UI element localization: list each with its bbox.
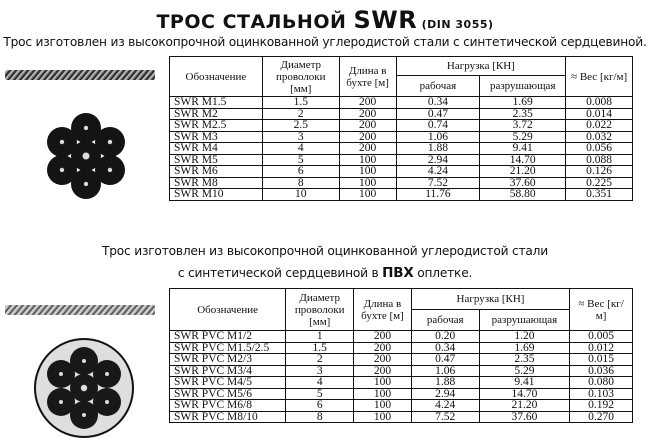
cell-designation: SWR M8: [170, 177, 263, 189]
cell-designation: SWR PVC M8/10: [170, 411, 286, 423]
cell-working: 7.52: [396, 177, 480, 189]
cell-working: 0.47: [396, 108, 480, 120]
cell-length: 100: [354, 411, 412, 423]
cell-weight: 0.005: [570, 331, 633, 343]
cell-working: 0.20: [411, 331, 479, 343]
cell-breaking: 1.69: [480, 97, 566, 109]
cell-diameter: 3: [262, 131, 339, 143]
table-row: [170, 354, 633, 366]
cell-working: 1.88: [411, 377, 479, 389]
title-prefix: ТРОС СТАЛЬНОЙ: [156, 11, 354, 33]
section2-description-line2: [0, 262, 650, 284]
cell-breaking: 2.35: [479, 354, 570, 366]
section1-description: Трос изготовлен из высокопрочной оцинкованной углеродистой стали с синтетической сердцевиной.: [3, 35, 647, 49]
cell-length: 200: [354, 342, 412, 354]
page-title: [0, 6, 650, 34]
header-diameter: Диаметр проволоки [мм]: [286, 289, 354, 331]
cell-length: 200: [339, 131, 396, 143]
cell-weight: 0.036: [570, 365, 633, 377]
table-row: [170, 331, 633, 343]
cell-designation: SWR PVC M3/4: [170, 365, 286, 377]
header-weight: ≈ Вес [кг/м]: [570, 289, 633, 331]
cell-breaking: 14.70: [480, 154, 566, 166]
cell-weight: 0.270: [570, 411, 633, 423]
cell-weight: 0.351: [566, 189, 633, 201]
cell-breaking: 2.35: [480, 108, 566, 120]
section2-description-line1: Трос изготовлен из высокопрочной оцинкованной углеродистой стали: [102, 244, 548, 258]
cell-length: 200: [339, 97, 396, 109]
cell-weight: 0.014: [566, 108, 633, 120]
table-row: [170, 342, 633, 354]
header-load: Нагрузка [КН]: [396, 57, 566, 76]
cell-weight: 0.008: [566, 97, 633, 109]
cell-working: 4.24: [411, 400, 479, 412]
header-working: рабочая: [411, 310, 479, 331]
header-load: Нагрузка [КН]: [411, 289, 569, 310]
table-row: [170, 131, 633, 143]
steel-rope-image: [5, 68, 155, 82]
cell-breaking: 5.29: [479, 365, 570, 377]
cell-weight: 0.032: [566, 131, 633, 143]
cell-length: 100: [339, 154, 396, 166]
cell-designation: SWR M5: [170, 154, 263, 166]
table-row: [170, 97, 633, 109]
header-weight: ≈ Вес [кг/м]: [566, 57, 633, 97]
cell-working: 1.06: [396, 131, 480, 143]
cell-length: 100: [339, 189, 396, 201]
table-row: [170, 388, 633, 400]
cell-breaking: 5.29: [480, 131, 566, 143]
cell-diameter: 6: [262, 166, 339, 178]
table-row: [170, 400, 633, 412]
cell-designation: SWR M6: [170, 166, 263, 178]
cell-weight: 0.225: [566, 177, 633, 189]
cell-designation: SWR PVC M5/6: [170, 388, 286, 400]
cell-working: 7.52: [411, 411, 479, 423]
header-breaking: разрушающая: [479, 310, 570, 331]
cell-weight: 0.012: [570, 342, 633, 354]
cell-length: 100: [354, 400, 412, 412]
header-length: Длина в бухте [м]: [354, 289, 412, 331]
cell-diameter: 4: [286, 377, 354, 389]
cell-length: 200: [339, 108, 396, 120]
cell-designation: SWR PVC M1.5/2.5: [170, 342, 286, 354]
title-brand: SWR: [353, 6, 418, 34]
section2-description: [0, 240, 650, 284]
table-row: [170, 154, 633, 166]
section2-line2-pre: с синтетической сердцевиной в: [177, 266, 383, 280]
section2-line2-bold: ПВХ: [382, 265, 414, 281]
cell-designation: SWR M10: [170, 189, 263, 201]
section2-line2-post: оплетке.: [413, 266, 473, 280]
cell-designation: SWR PVC M6/8: [170, 400, 286, 412]
cell-weight: 0.103: [570, 388, 633, 400]
table-row: [170, 177, 633, 189]
cell-length: 200: [354, 331, 412, 343]
cell-working: 0.34: [411, 342, 479, 354]
cell-diameter: 8: [262, 177, 339, 189]
cell-breaking: 21.20: [479, 400, 570, 412]
cell-diameter: 3: [286, 365, 354, 377]
cell-length: 200: [339, 120, 396, 132]
cell-working: 1.06: [411, 365, 479, 377]
cell-weight: 0.126: [566, 166, 633, 178]
cell-diameter: 2: [286, 354, 354, 366]
cell-breaking: 37.60: [479, 411, 570, 423]
header-diameter: Диаметр проволоки [мм]: [262, 57, 339, 97]
cell-length: 100: [354, 388, 412, 400]
cell-breaking: 14.70: [479, 388, 570, 400]
cell-breaking: 37.60: [480, 177, 566, 189]
cell-diameter: 5: [262, 154, 339, 166]
table-row: [170, 189, 633, 201]
cell-working: 2.94: [396, 154, 480, 166]
cell-breaking: 9.41: [480, 143, 566, 155]
cell-diameter: 6: [286, 400, 354, 412]
cell-weight: 0.056: [566, 143, 633, 155]
cell-designation: SWR PVC M4/5: [170, 377, 286, 389]
header-length: Длина в бухте [м]: [339, 57, 396, 97]
table-row: [170, 377, 633, 389]
cell-diameter: 2: [262, 108, 339, 120]
header-breaking: разрушающая: [480, 76, 566, 97]
cell-length: 100: [339, 177, 396, 189]
cell-working: 0.74: [396, 120, 480, 132]
cell-working: 0.47: [411, 354, 479, 366]
cell-designation: SWR PVC M2/3: [170, 354, 286, 366]
table-row: [170, 120, 633, 132]
cell-designation: SWR M2.5: [170, 120, 263, 132]
pvc-rope-cross-section-image: [32, 336, 136, 438]
cell-breaking: 9.41: [479, 377, 570, 389]
cell-working: 2.94: [411, 388, 479, 400]
cell-breaking: 21.20: [480, 166, 566, 178]
cell-diameter: 4: [262, 143, 339, 155]
cell-length: 200: [354, 365, 412, 377]
cell-diameter: 2.5: [262, 120, 339, 132]
swr-pvc-spec-table: [169, 288, 633, 423]
table-row: [170, 166, 633, 178]
cell-diameter: 1.5: [286, 342, 354, 354]
cell-length: 100: [354, 377, 412, 389]
header-working: рабочая: [396, 76, 480, 97]
cell-working: 4.24: [396, 166, 480, 178]
header-designation: Обозначение: [170, 57, 263, 97]
cell-weight: 0.088: [566, 154, 633, 166]
cell-diameter: 1.5: [262, 97, 339, 109]
table-row: [170, 108, 633, 120]
cell-designation: SWR M1.5: [170, 97, 263, 109]
cell-designation: SWR PVC M1/2: [170, 331, 286, 343]
cell-length: 200: [339, 143, 396, 155]
table-row: [170, 365, 633, 377]
header-designation: Обозначение: [170, 289, 286, 331]
cell-weight: 0.015: [570, 354, 633, 366]
cell-designation: SWR M3: [170, 131, 263, 143]
cell-working: 11.76: [396, 189, 480, 201]
swr-spec-table: [169, 56, 633, 201]
cell-length: 200: [354, 354, 412, 366]
pvc-rope-image: [5, 304, 155, 316]
cell-diameter: 1: [286, 331, 354, 343]
cell-designation: SWR M2: [170, 108, 263, 120]
cell-breaking: 58.80: [480, 189, 566, 201]
table-row: [170, 411, 633, 423]
cell-diameter: 10: [262, 189, 339, 201]
rope-cross-section-image: [38, 108, 134, 204]
cell-diameter: 8: [286, 411, 354, 423]
cell-working: 1.88: [396, 143, 480, 155]
title-standard: (DIN 3055): [417, 18, 494, 31]
cell-weight: 0.080: [570, 377, 633, 389]
cell-breaking: 3.72: [480, 120, 566, 132]
table-row: [170, 143, 633, 155]
cell-diameter: 5: [286, 388, 354, 400]
cell-designation: SWR M4: [170, 143, 263, 155]
cell-weight: 0.192: [570, 400, 633, 412]
cell-weight: 0.022: [566, 120, 633, 132]
cell-breaking: 1.20: [479, 331, 570, 343]
cell-working: 0.34: [396, 97, 480, 109]
cell-length: 100: [339, 166, 396, 178]
cell-breaking: 1.69: [479, 342, 570, 354]
